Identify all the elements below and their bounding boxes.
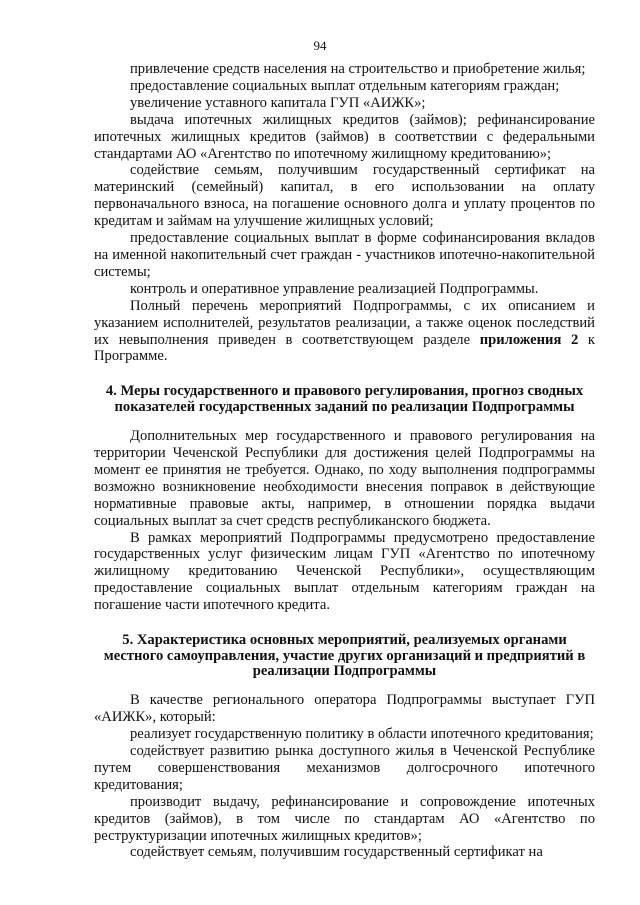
paragraph: содействие семьям, получившим государственный сертификат на материнский (семейный) капитал, в его использовании на оплату первоначального взноса, на погашение основного долга и уплату процентов по кредитам и займам на улучшение жилищных условий; xyxy=(94,162,595,230)
paragraph: предоставление социальных выплат в форме софинансирования вкладов на именной накопительный счет граждан - участников ипотечно-накопительной системы; xyxy=(94,230,595,280)
paragraph: Дополнительных мер государственного и правового регулирования на территории Чеченской Республики для достижения целей Подпрограммы на момент ее принятия не требуется. Однако, по ходу выполнения подпрограммы возможно возникновение необходимости внесения поправок в действующие нормативные правовые акты, например, в отношении порядка выдачи социальных выплат за счет средств республиканского бюджета. xyxy=(94,428,595,529)
paragraph: контроль и оперативное управление реализацией Подпрограммы. xyxy=(130,280,539,297)
paragraph: увеличение уставного капитала ГУП «АИЖК»; xyxy=(130,94,426,111)
appendix-reference: приложения 2 xyxy=(479,331,579,348)
paragraph: содействует развитию рынка доступного жилья в Чеченской Республике путем совершенствования механизмов долгосрочного ипотечного кредитования; xyxy=(94,743,595,793)
paragraph: привлечение средств населения на строительство и приобретение жилья; xyxy=(130,61,586,77)
paragraph: В рамках мероприятий Подпрограммы предусмотрено предоставление государственных услуг физическим лицам ГУП «Агентство по ипотечному жилищному кредитованию Чеченской Республики», осуществляющим предоставление социальных выплат отдельным категориям граждан на погашение части ипотечного кредита. xyxy=(94,529,595,614)
page-number: 94 xyxy=(313,38,327,53)
section-5-heading: 5. Характеристика основных мероприятий, реализуемых органами местного самоуправления, участие других организаций и предприятий в реализации Подпрограммы xyxy=(103,632,586,679)
page-content xyxy=(94,61,595,861)
paragraph-tail: к Программе. xyxy=(94,331,595,365)
paragraph-text: Полный перечень мероприятий Подпрограммы, с их описанием и указанием исполнителей, результатов реализации, а также оценок последствий их невыполнения приведен в соответствующем разделе xyxy=(94,297,595,348)
paragraph: содействует семьям, получившим государственный сертификат на xyxy=(130,844,543,861)
paragraph: производит выдачу, рефинансирование и сопровождение ипотечных кредитов (займов), в том числе по стандартам АО «Агентство по реструктуризации ипотечных жилищных кредитов»; xyxy=(94,793,595,844)
section-4-heading: 4. Меры государственного и правового регулирования, прогноз сводных показателей государственных заданий по реализации Подпрограммы xyxy=(105,383,584,415)
paragraph: реализует государственную политику в области ипотечного кредитования; xyxy=(130,726,594,743)
paragraph: В качестве регионального оператора Подпрограммы выступает ГУП «АИЖК», который: xyxy=(94,692,595,726)
paragraph: предоставление социальных выплат отдельным категориям граждан; xyxy=(130,77,560,94)
paragraph-appendix-reference xyxy=(94,298,595,366)
paragraph: выдача ипотечных жилищных кредитов (займов); рефинансирование ипотечных жилищных кредитов (займов) в соответствии с федеральными стандартами АО «Агентство по ипотечному жилищному кредитованию»; xyxy=(94,111,595,162)
